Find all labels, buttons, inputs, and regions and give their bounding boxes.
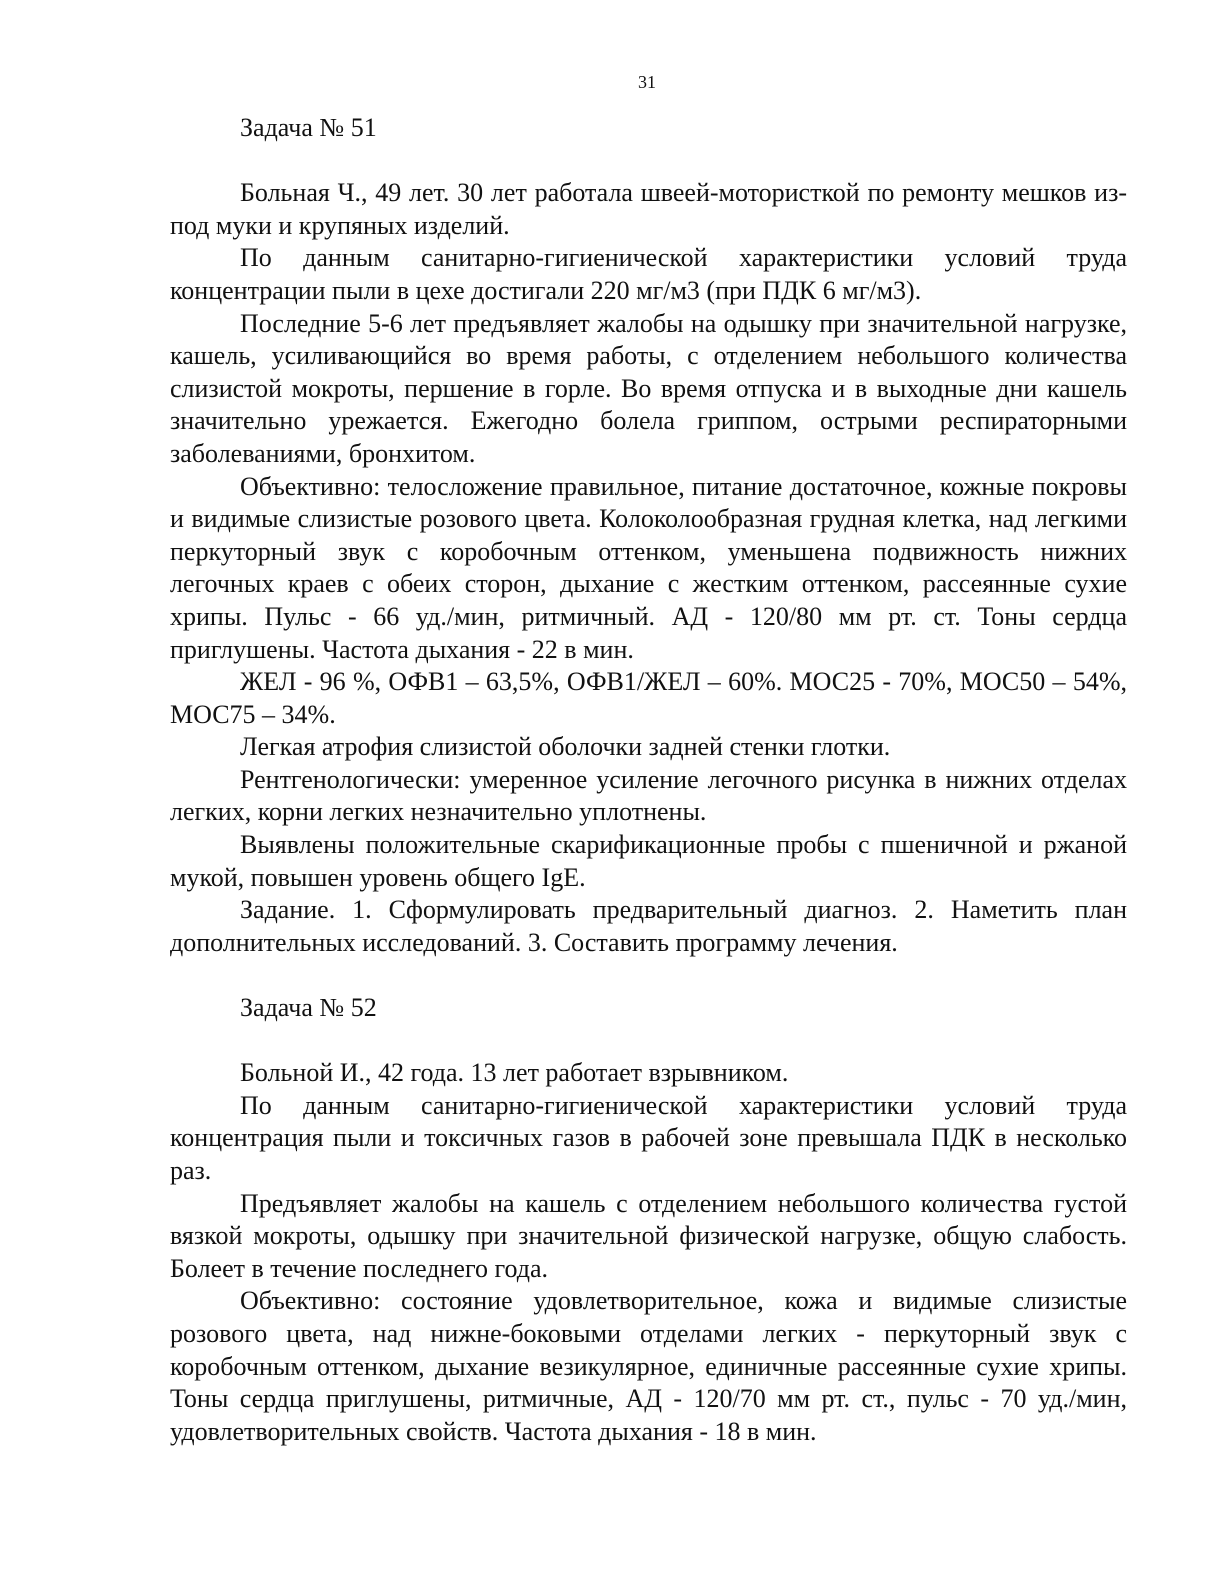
task-title: Задача № 52 (240, 993, 377, 1023)
paragraph: Рентгенологически: умеренное усиление легочного рисунка в нижних отделах легких, корни легких незначительно уплотнены. (170, 764, 1127, 827)
paragraph: Объективно: телосложение правильное, питание достаточное, кожные покровы и видимые слизистые розового цвета. Колоколообразная грудная клетка, над легкими перкуторный звук с коробочным оттенком, уменьшена подвижность нижних легочных краев с обеих сторон, дыхание с жестким оттенком, рассеянные сухие хрипы. Пульс - 66 уд./мин, ритмичный. АД - 120/80 мм рт. ст. Тоны сердца приглушены. Частота дыхания - 22 в мин. (170, 471, 1127, 664)
paragraph: Предъявляет жалобы на кашель с отделением небольшого количества густой вязкой мокроты, одышку при значительной физической нагрузке, общую слабость. Болеет в течение последнего года. (170, 1188, 1127, 1283)
paragraph: Задание. 1. Сформулировать предварительный диагноз. 2. Наметить план дополнительных исследований. 3. Составить программу лечения. (170, 895, 1127, 957)
paragraph: Больной И., 42 года. 13 лет работает взрывником. (240, 1058, 789, 1088)
paragraph: Больная Ч., 49 лет. 30 лет работала швеей-мотористкой по ремонту мешков из-под муки и крупяных изделий. (170, 178, 1127, 240)
task-51 (170, 112, 1127, 959)
paragraph: По данным санитарно-гигиенической характеристики условий труда концентрация пыли и токсичных газов в рабочей зоне превышала ПДК в несколько раз. (170, 1090, 1127, 1185)
paragraph: ЖЕЛ - 96 %, ОФВ1 – 63,5%, ОФВ1/ЖЕЛ – 60%. МОС25 - 70%, МОС50 – 54%, МОС75 – 34%. (170, 667, 1127, 729)
document-body (170, 112, 1127, 1448)
paragraph: По данным санитарно-гигиенической характеристики условий труда концентрации пыли в цехе достигали 220 мг/м3 (при ПДК 6 мг/м3). (170, 243, 1127, 305)
paragraph: Выявлены положительные скарификационные пробы с пшеничной и ржаной мукой, повышен уровень общего IgE. (170, 830, 1127, 892)
page-number: 31 (638, 72, 656, 92)
task-52 (170, 992, 1127, 1448)
blank-line (170, 145, 1127, 178)
paragraph: Последние 5-6 лет предъявляет жалобы на одышку при значительной нагрузке, кашель, усиливающийся во время работы, с отделением небольшого количества слизистой мокроты, першение в горле. Во время отпуска и в выходные дни кашель значительно урежается. Ежегодно болела гриппом, острыми респираторными заболеваниями, бронхитом. (170, 308, 1127, 468)
task-title: Задача № 51 (240, 113, 377, 142)
paragraph: Объективно: состояние удовлетворительное, кожа и видимые слизистые розового цвета, над нижне-боковыми отделами легких - перкуторный звук с коробочным оттенком, дыхание везикулярное, единичные рассеянные сухие хрипы. Тоны сердца приглушены, ритмичные, АД - 120/70 мм рт. ст., пульс - 70 уд./мин, удовлетворительных свойств. Частота дыхания - 18 в мин. (170, 1286, 1127, 1446)
paragraph: Легкая атрофия слизистой оболочки задней стенки глотки. (240, 732, 891, 762)
blank-line (170, 1025, 1127, 1058)
